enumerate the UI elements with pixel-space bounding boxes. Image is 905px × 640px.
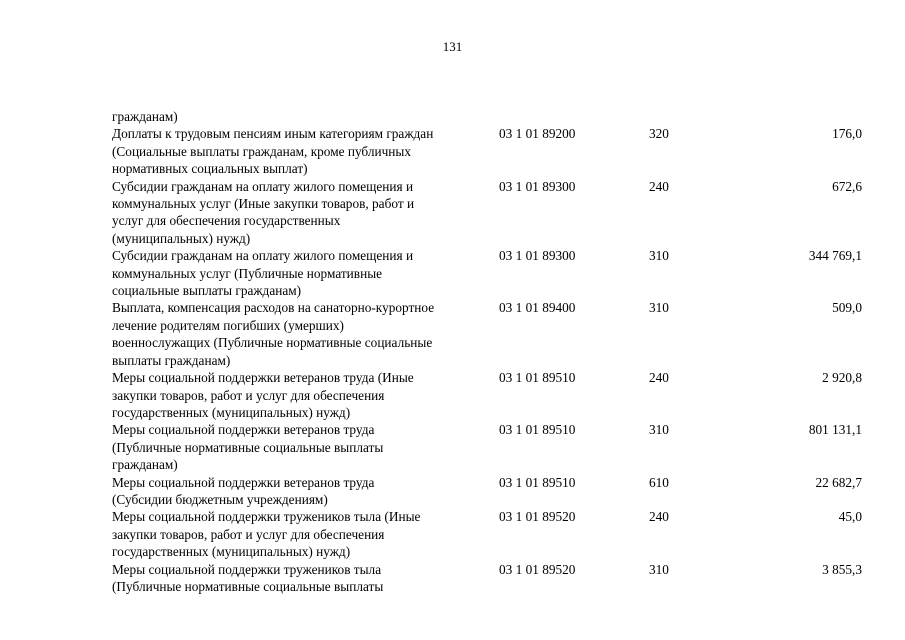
row-amount: 2 920,8: [822, 370, 862, 386]
row-code: 03 1 01 89510: [499, 422, 576, 438]
row-code: [499, 108, 649, 125]
row-name-cell: [112, 561, 499, 596]
row-name-cell: [112, 474, 499, 509]
table-row: [112, 125, 862, 177]
row-type: [649, 108, 749, 125]
row-type: 320: [649, 126, 669, 142]
row-code: 03 1 01 89510: [499, 370, 576, 386]
row-name-cell: [112, 108, 499, 125]
row-type: 240: [649, 178, 669, 194]
table-row: [112, 178, 862, 248]
row-name: Меры социальной поддержки тружеников тыла (Иные закупки товаров, работ и услуг для обеспечения государственных (муниципальных) нужд): [112, 509, 421, 560]
row-code: 03 1 01 89300: [499, 178, 576, 194]
row-name-cell: [112, 299, 499, 369]
table-row: [112, 474, 862, 509]
row-name: Субсидии гражданам на оплату жилого помещения и коммунальных услуг (Публичные нормативные социальные выплаты гражданам): [112, 248, 414, 299]
table-row: [112, 369, 862, 421]
table-row: [112, 247, 862, 299]
row-type: 310: [649, 422, 669, 438]
row-amount: 45,0: [838, 509, 862, 525]
page-number: 131: [442, 39, 463, 54]
row-amount: 672,6: [832, 178, 862, 194]
row-code: 03 1 01 89510: [499, 474, 576, 490]
row-amount: [749, 108, 862, 125]
row-type: 240: [649, 370, 669, 386]
row-name: гражданам): [112, 109, 178, 124]
row-amount: 3 855,3: [822, 561, 862, 577]
table-row: [112, 508, 862, 560]
row-amount: 22 682,7: [815, 474, 862, 490]
row-amount: 344 769,1: [808, 248, 862, 264]
table-row: [112, 299, 862, 369]
row-type: 310: [649, 248, 669, 264]
row-type: 310: [649, 300, 669, 316]
row-type: 240: [649, 509, 669, 525]
row-type: 610: [649, 474, 669, 490]
row-amount: 509,0: [832, 300, 862, 316]
row-name-cell: [112, 369, 499, 421]
row-amount: 176,0: [832, 126, 862, 142]
row-name: Меры социальной поддержки ветеранов труда (Иные закупки товаров, работ и услуг для обеспечения государственных (муниципальных) нужд): [112, 370, 414, 420]
row-code: 03 1 01 89200: [499, 126, 576, 142]
row-name: Меры социальной поддержки ветеранов труда (Субсидии бюджетным учреждениям): [112, 474, 375, 507]
row-name: Доплаты к трудовым пенсиям иным категориям граждан (Социальные выплаты гражданам, кроме публичных нормативных социальных выплат): [112, 126, 434, 177]
table-row: [112, 561, 862, 596]
row-code: 03 1 01 89520: [499, 509, 576, 525]
row-name: Субсидии гражданам на оплату жилого помещения и коммунальных услуг (Иные закупки товаров, работ и услуг для обеспечения государственных (муниципальных) нужд): [112, 178, 415, 246]
row-name-cell: [112, 421, 499, 473]
row-name: Меры социальной поддержки тружеников тыла (Публичные нормативные социальные выплаты: [112, 561, 384, 594]
row-amount: 801 131,1: [808, 422, 862, 438]
row-code: 03 1 01 89300: [499, 248, 576, 264]
row-name-cell: [112, 178, 499, 248]
row-type: 310: [649, 561, 669, 577]
row-name-cell: [112, 247, 499, 299]
row-name-cell: [112, 125, 499, 177]
table-row: [112, 108, 862, 125]
row-code: 03 1 01 89520: [499, 561, 576, 577]
row-name-cell: [112, 508, 499, 560]
row-name: Меры социальной поддержки ветеранов труда (Публичные нормативные социальные выплаты гражданам): [112, 422, 384, 473]
row-name: Выплата, компенсация расходов на санаторно-курортное лечение родителям погибших (умерших) военнослужащих (Публичные нормативные социальные выплаты гражданам): [112, 300, 435, 368]
table-row: [112, 421, 862, 473]
row-code: 03 1 01 89400: [499, 300, 576, 316]
budget-table: [112, 108, 862, 595]
